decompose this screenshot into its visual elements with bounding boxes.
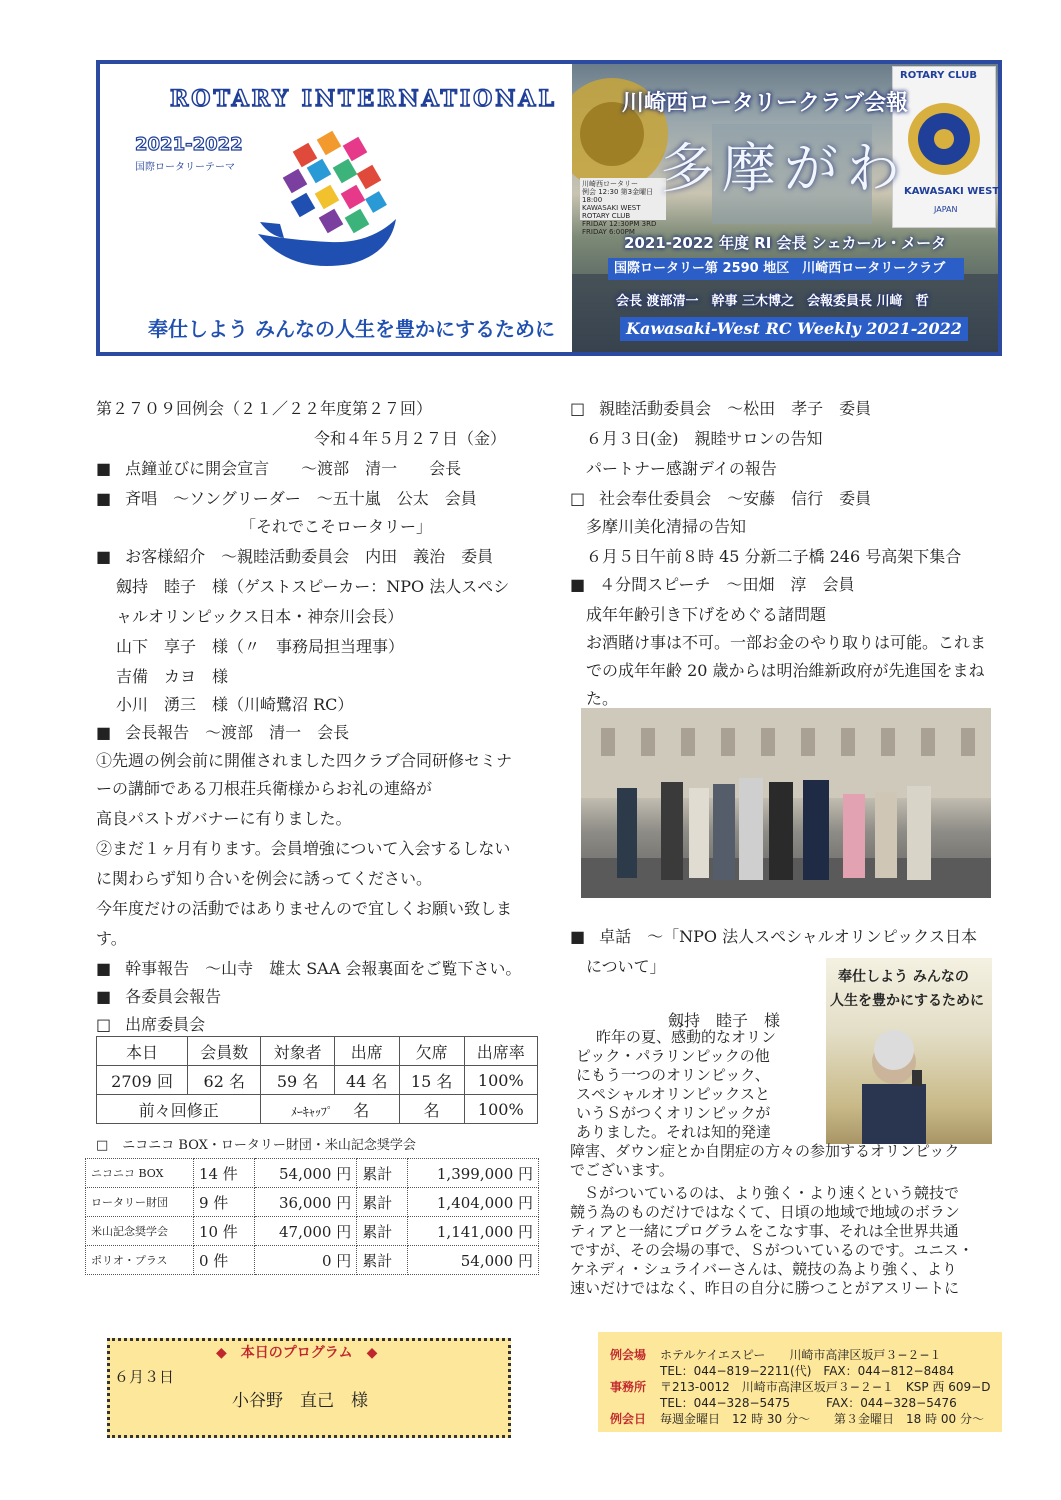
group-photo-art bbox=[581, 708, 991, 898]
talk-line: ピック・パラリンピックの他 bbox=[576, 1047, 770, 1065]
table-header-cell: 会員数 bbox=[188, 1037, 261, 1066]
committee-line: ６月５日午前８時 45 分新二子橋 246 号高架下集合 bbox=[586, 547, 962, 566]
makeup-label: ﾒｰｷｬｯﾌﾟ bbox=[290, 1104, 333, 1119]
table-cell: 59 名 bbox=[261, 1066, 334, 1095]
office-address: 〒213-0012 川崎市高津区坂戸３−２−１ KSP 西 609−D bbox=[660, 1380, 991, 1394]
speech-line: お酒賭け事は不可。一部お金のやり取りは可能。これま bbox=[586, 633, 987, 652]
agenda-item: ■ 点鐘並びに開会宣言 ～渡部 清一 会長 bbox=[96, 456, 461, 479]
table-header-cell: 欠席 bbox=[399, 1037, 464, 1066]
committee-line: 多摩川美化清掃の告知 bbox=[586, 517, 747, 536]
table-cell: 44 名 bbox=[334, 1066, 399, 1095]
table-row bbox=[86, 1217, 539, 1246]
committee-heading: □ 出席委員会 bbox=[96, 1012, 205, 1035]
talk-line: ありました。それは知的発達 bbox=[576, 1123, 772, 1141]
report-line: に関わらず知り合いを例会に誘ってください。 bbox=[96, 869, 433, 888]
ri-slogan: 奉仕しよう みんなの人生を豊かにするために bbox=[148, 317, 555, 341]
talk-line: Ｓがついているのは、より強く・より速くという競技で bbox=[584, 1184, 960, 1202]
meeting-date: 令和４年５月２７日（金） bbox=[314, 429, 507, 448]
donation-heading: □ ニコニコ BOX・ロータリー財団・米山記念奨学会 bbox=[96, 1134, 416, 1153]
table-cell: 米山記念奨学会 bbox=[86, 1217, 194, 1246]
committee-heading: □ 社会奉仕委員会 ～安藤 信行 委員 bbox=[570, 486, 871, 509]
program-speaker: 小谷野 直己 様 bbox=[232, 1391, 368, 1411]
club-sign-line: 例会 12:30 第3金曜日 18:00 bbox=[582, 188, 654, 204]
talk-line: 競う為のものだけではなくて、日頃の地域で地域のボラン bbox=[570, 1203, 960, 1221]
table-cell: 62 名 bbox=[188, 1066, 261, 1095]
table-row bbox=[97, 1066, 538, 1095]
committee-line: パートナー感謝デイの報告 bbox=[586, 459, 777, 478]
report-line: す。 bbox=[96, 929, 127, 948]
weekly-title: Kawasaki-West RC Weekly 2021-2022 bbox=[620, 317, 968, 341]
makeup-unit: 名 bbox=[353, 1100, 370, 1120]
table-header-cell: 出席率 bbox=[464, 1037, 537, 1066]
table-cell: 前々回修正 bbox=[97, 1095, 261, 1124]
guest-line: ャルオリンピックス日本・神奈川会長） bbox=[116, 607, 404, 626]
table-cell: 累計 bbox=[357, 1159, 407, 1188]
venue-address: ホテルケイエスピー 川崎市高津区坂戸３−２−１ bbox=[660, 1348, 942, 1362]
table-cell: 54,000 円 bbox=[407, 1246, 538, 1275]
newsletter-script-title: 多摩がわ bbox=[660, 137, 908, 200]
meeting-number: 第２７０９回例会（２１／２２年度第２７回） bbox=[96, 399, 433, 418]
agenda-item: ■ 幹事報告 ～山寺 雄太 SAA 会報裏面をご覧下さい。 bbox=[96, 956, 521, 979]
table-cell: 100% bbox=[464, 1095, 537, 1124]
agenda-item: ■ 会長報告 ～渡部 清一 会長 bbox=[96, 720, 349, 743]
table-cell: ニコニコ BOX bbox=[86, 1159, 194, 1188]
speaker-name: 劔持 睦子 様 bbox=[668, 1011, 781, 1030]
program-title: ◆ 本日のプログラム ◆ bbox=[216, 1345, 378, 1361]
table-header-cell: 対象者 bbox=[261, 1037, 334, 1066]
club-sign-line: 川崎西ロータリー bbox=[582, 180, 638, 188]
report-line: ーの講師である刀根荘兵衛様からお礼の連絡が bbox=[96, 779, 433, 798]
speech-line: 成年年齢引き下げをめぐる諸問題 bbox=[586, 605, 827, 624]
song-title: 「それでこそロータリー」 bbox=[240, 517, 433, 536]
talk-line: ティアと一緒にプログラムをこなす事、それは全世界共通 bbox=[570, 1222, 959, 1240]
table-cell: ロータリー財団 bbox=[86, 1188, 194, 1217]
donation-table bbox=[85, 1158, 539, 1275]
club-sign-line: FRIDAY 12:30PM 3RD FRIDAY 6:00PM bbox=[582, 220, 657, 236]
speaker-banner: 奉仕しよう みんなの bbox=[838, 969, 969, 985]
talk-line: スペシャルオリンピックスと bbox=[576, 1085, 770, 1103]
office-label: 事務所 bbox=[610, 1380, 647, 1394]
speaker-banner: 人生を豊かにするために bbox=[830, 993, 984, 1009]
meeting-day-label: 例会日 bbox=[610, 1412, 647, 1426]
table-cell: 36,000 円 bbox=[255, 1188, 357, 1217]
guest-line: 小川 湧三 様（川崎鷺沼 RC） bbox=[116, 695, 354, 714]
report-line: ①先週の例会前に開催されました四クラブ合同研修セミナ bbox=[96, 751, 513, 770]
committee-heading: □ 親睦活動委員会 ～松田 孝子 委員 bbox=[570, 396, 871, 419]
table-cell: 1,404,000 円 bbox=[407, 1188, 538, 1217]
talk-line: ですが、その会場の事で、Ｓがついているのです。ユニス・ bbox=[570, 1241, 974, 1259]
talk-heading-cont: について」 bbox=[586, 957, 666, 976]
table-cell bbox=[261, 1095, 399, 1124]
club-sign bbox=[580, 178, 666, 236]
table-cell: 累計 bbox=[357, 1188, 407, 1217]
table-cell: ポリオ・プラス bbox=[86, 1246, 194, 1275]
talk-heading: ■ 卓話 ～「NPO 法人スペシャルオリンピックス日本 bbox=[570, 924, 977, 947]
meeting-day: 毎週金曜日 12 時 30 分～ 第３金曜日 18 時 00 分～ bbox=[660, 1412, 984, 1426]
officers: 会長 渡部清一 幹事 三木博之 会報委員長 川﨑 哲 bbox=[616, 294, 929, 309]
talk-line: にもう一つのオリンピック、 bbox=[576, 1066, 770, 1084]
table-cell: 0 円 bbox=[255, 1246, 357, 1275]
table-cell: 累計 bbox=[357, 1217, 407, 1246]
ri-year: 2021-2022 bbox=[135, 134, 243, 155]
table-row bbox=[86, 1159, 539, 1188]
table-cell: 1,399,000 円 bbox=[407, 1159, 538, 1188]
talk-line: 昨年の夏、感動的なオリン bbox=[596, 1028, 777, 1046]
ri-title: ROTARY INTERNATIONAL bbox=[170, 86, 557, 112]
table-cell: 54,000 円 bbox=[255, 1159, 357, 1188]
district-bar: 国際ロータリー第 2590 地区 川崎西ロータリークラブ bbox=[608, 258, 964, 280]
committee-line: ６月３日(金) 親睦サロンの告知 bbox=[586, 429, 823, 448]
agenda-item: ■ 斉唱 ～ソングリーダー ～五十嵐 公太 会員 bbox=[96, 486, 477, 509]
table-header-cell: 出席 bbox=[334, 1037, 399, 1066]
table-row bbox=[97, 1095, 538, 1124]
table-cell: 47,000 円 bbox=[255, 1217, 357, 1246]
talk-line: ケネディ・シュライバーさんは、競技の為より強く、より bbox=[570, 1260, 957, 1278]
group-photo bbox=[581, 708, 991, 898]
table-row bbox=[86, 1246, 539, 1275]
rc-label-country: JAPAN bbox=[934, 205, 958, 214]
talk-line: でございます。 bbox=[570, 1161, 674, 1179]
attendance-table bbox=[96, 1036, 538, 1124]
agenda-item: ■ 各委員会報告 bbox=[96, 984, 221, 1007]
table-cell: 9 件 bbox=[193, 1188, 254, 1217]
rotary-wheel-icon bbox=[893, 67, 995, 227]
table-row bbox=[86, 1188, 539, 1217]
ri-theme-label: 国際ロータリーテーマ bbox=[135, 162, 235, 173]
table-cell: 累計 bbox=[357, 1246, 407, 1275]
speech-line: での成年年齢 20 歳からは明治維新政府が先進国をまね bbox=[586, 661, 985, 680]
table-cell: 1,141,000 円 bbox=[407, 1217, 538, 1246]
agenda-item: ■ ４分間スピーチ ～田畑 淳 会員 bbox=[570, 572, 855, 595]
program-date: ６月３日 bbox=[114, 1368, 175, 1386]
table-cell: 100% bbox=[464, 1066, 537, 1095]
report-line: ②まだ１ヶ月有ります。会員増強について入会するしない bbox=[96, 839, 511, 858]
report-line: 今年度だけの活動ではありませんので宜しくお願い致しま bbox=[96, 899, 513, 918]
talk-line: いうＳがつくオリンピックが bbox=[576, 1104, 771, 1122]
table-header-cell: 本日 bbox=[97, 1037, 188, 1066]
table-cell: 名 bbox=[399, 1095, 464, 1124]
talk-line: 障害、ダウン症とか自閉症の方々の参加するオリンピック bbox=[570, 1142, 960, 1160]
rc-label-club: KAWASAKI WEST bbox=[904, 186, 1000, 197]
guest-line: 劔持 睦子 様（ゲストスピーカー：NPO 法人スペシ bbox=[116, 577, 510, 596]
club-newsletter-title: 川崎西ロータリークラブ会報 bbox=[622, 91, 909, 116]
club-sign-line: KAWASAKI WEST ROTARY CLUB bbox=[582, 204, 641, 220]
table-cell: 15 名 bbox=[399, 1066, 464, 1095]
venue-phone: TEL：044−819−2211(代) FAX：044−812−8484 bbox=[660, 1364, 955, 1378]
table-header-row bbox=[97, 1037, 538, 1066]
table-cell: 14 件 bbox=[193, 1159, 254, 1188]
venue-label: 例会場 bbox=[610, 1348, 647, 1362]
report-line: 高良パストガバナーに有りました。 bbox=[96, 809, 352, 828]
rc-label-top: ROTARY CLUB bbox=[900, 70, 977, 81]
guest-line: 山下 享子 様（〃 事務局担当理事） bbox=[116, 637, 405, 656]
ri-president: 2021-2022 年度 RI 会長 シェカール・メータ bbox=[624, 234, 947, 252]
talk-line: 速いだけではなく、昨日の自分に勝つことがアスリートに bbox=[570, 1279, 960, 1297]
office-phone: TEL：044−328−5475 FAX：044−328−5476 bbox=[660, 1396, 957, 1410]
agenda-item: ■ お客様紹介 ～親睦活動委員会 内田 義治 委員 bbox=[96, 544, 493, 567]
table-cell: 2709 回 bbox=[97, 1066, 188, 1095]
table-cell: 10 件 bbox=[193, 1217, 254, 1246]
guest-line: 吉備 カヨ 様 bbox=[116, 667, 229, 686]
ri-theme-logo bbox=[250, 124, 400, 274]
table-cell: 0 件 bbox=[193, 1246, 254, 1275]
speech-line: た。 bbox=[586, 689, 619, 708]
